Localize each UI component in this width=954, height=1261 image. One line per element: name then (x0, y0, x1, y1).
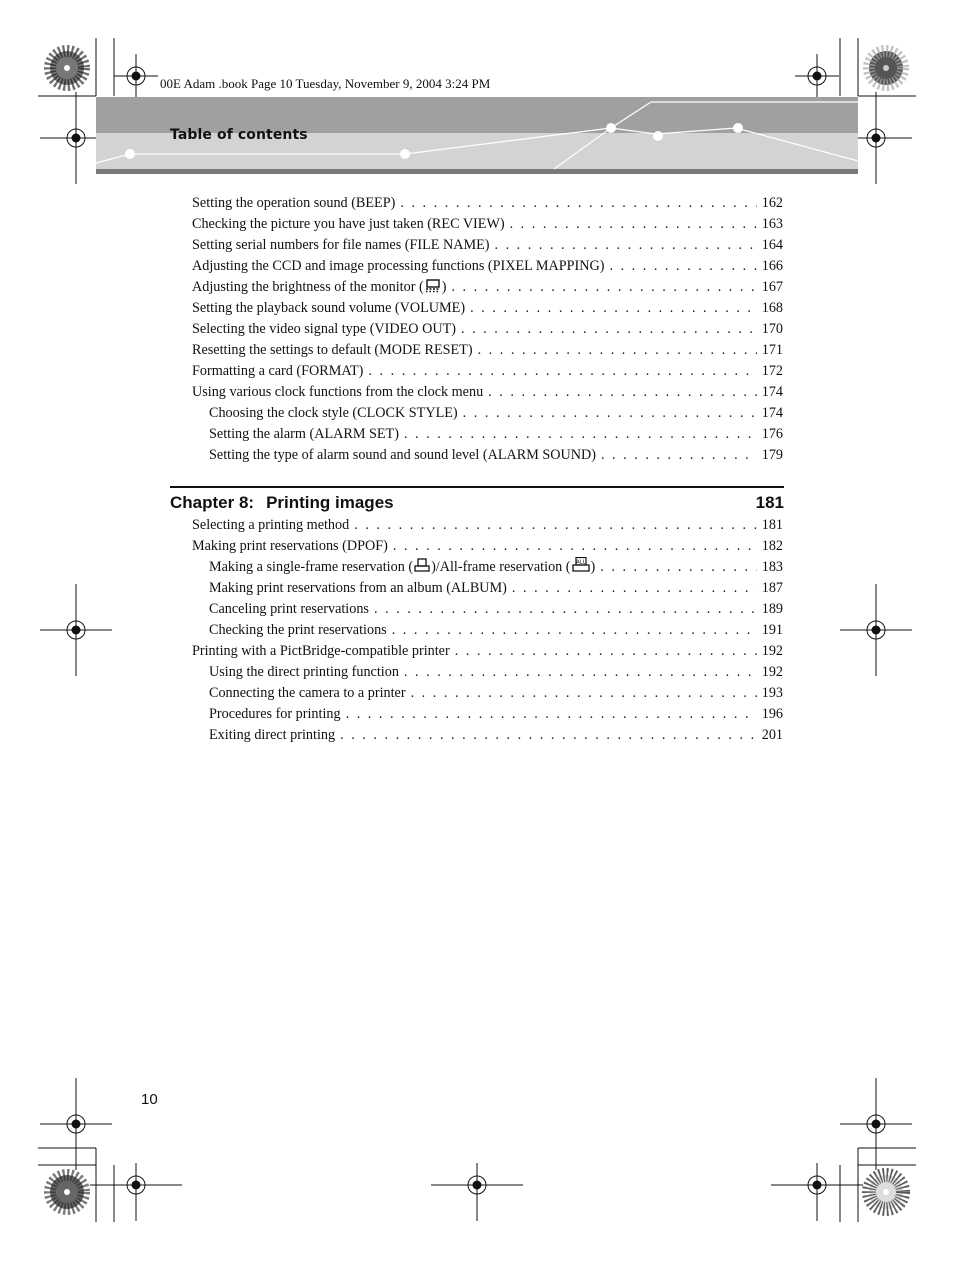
toc-entry[interactable]: Resetting the settings to default (MODE RESET) . . . 171 (192, 340, 783, 361)
toc-subentry[interactable]: Setting the alarm (ALARM SET) . . . 176 (192, 424, 783, 445)
toc-entry[interactable]: Printing with a PictBridge-compatible printer . . . 192 (192, 641, 783, 662)
monitor-brightness-icon (425, 279, 441, 293)
toc-subentry[interactable]: Making a single-frame reservation ( )/All-frame reservation ( ALL ) . . . 183 (192, 557, 783, 578)
print-single-icon (414, 558, 430, 573)
toc-subentry[interactable]: Making print reservations from an album (ALBUM) . . . 187 (192, 578, 783, 599)
print-all-icon (572, 557, 590, 573)
toc-entry[interactable]: Setting the operation sound (BEEP) . . . 162 (192, 193, 783, 214)
toc-subentry[interactable]: Using the direct printing function . . . 192 (192, 662, 783, 683)
toc-entry[interactable]: Checking the picture you have just taken (REC VIEW) . . . 163 (192, 214, 783, 235)
chapter-heading[interactable] (170, 493, 784, 513)
toc-entry[interactable]: Using various clock functions from the clock menu . . . 174 (192, 382, 783, 403)
toc-entry[interactable]: Adjusting the CCD and image processing functions (PIXEL MAPPING) . . . 166 (192, 256, 783, 277)
toc-subentry[interactable]: Choosing the clock style (CLOCK STYLE) . . . 174 (192, 403, 783, 424)
toc-subentry[interactable]: Procedures for printing . . . 196 (192, 704, 783, 725)
toc-entry[interactable]: Making print reservations (DPOF) . . . 182 (192, 536, 783, 557)
toc-entry[interactable]: Adjusting the brightness of the monitor ( ) . . . 167 (192, 277, 783, 298)
toc-subentry[interactable]: Setting the type of alarm sound and sound level (ALARM SOUND) . . . 179 (192, 445, 783, 466)
toc-subentry[interactable]: Canceling print reservations . . . 189 (192, 599, 783, 620)
toc-list-top (192, 193, 783, 466)
toc-list-chapter (192, 515, 783, 746)
toc-subentry[interactable]: Exiting direct printing . . . 201 (192, 725, 783, 746)
chapter-number: Chapter 8: (170, 493, 255, 512)
chapter-rule (170, 486, 784, 488)
chapter-title: Printing images (266, 493, 394, 512)
toc-entry[interactable]: Setting the playback sound volume (VOLUME) . . . 168 (192, 298, 783, 319)
toc-entry[interactable]: Setting serial numbers for file names (FILE NAME) . . . 164 (192, 235, 783, 256)
chapter-page: 181 (755, 493, 784, 512)
toc-entry[interactable]: Formatting a card (FORMAT) . . . 172 (192, 361, 783, 382)
toc-subentry[interactable]: Checking the print reservations . . . 191 (192, 620, 783, 641)
svg-text:ALL: ALL (575, 559, 586, 566)
page-section-title: Table of contents (170, 127, 308, 143)
toc-entry[interactable]: Selecting a printing method . . . 181 (192, 515, 783, 536)
toc-entry[interactable]: Selecting the video signal type (VIDEO OUT) . . . 170 (192, 319, 783, 340)
page-number: 10 (141, 1091, 158, 1108)
toc-subentry[interactable]: Connecting the camera to a printer . . . 193 (192, 683, 783, 704)
print-slug: 00E Adam .book Page 10 Tuesday, November 9, 2004 3:24 PM (160, 76, 491, 91)
